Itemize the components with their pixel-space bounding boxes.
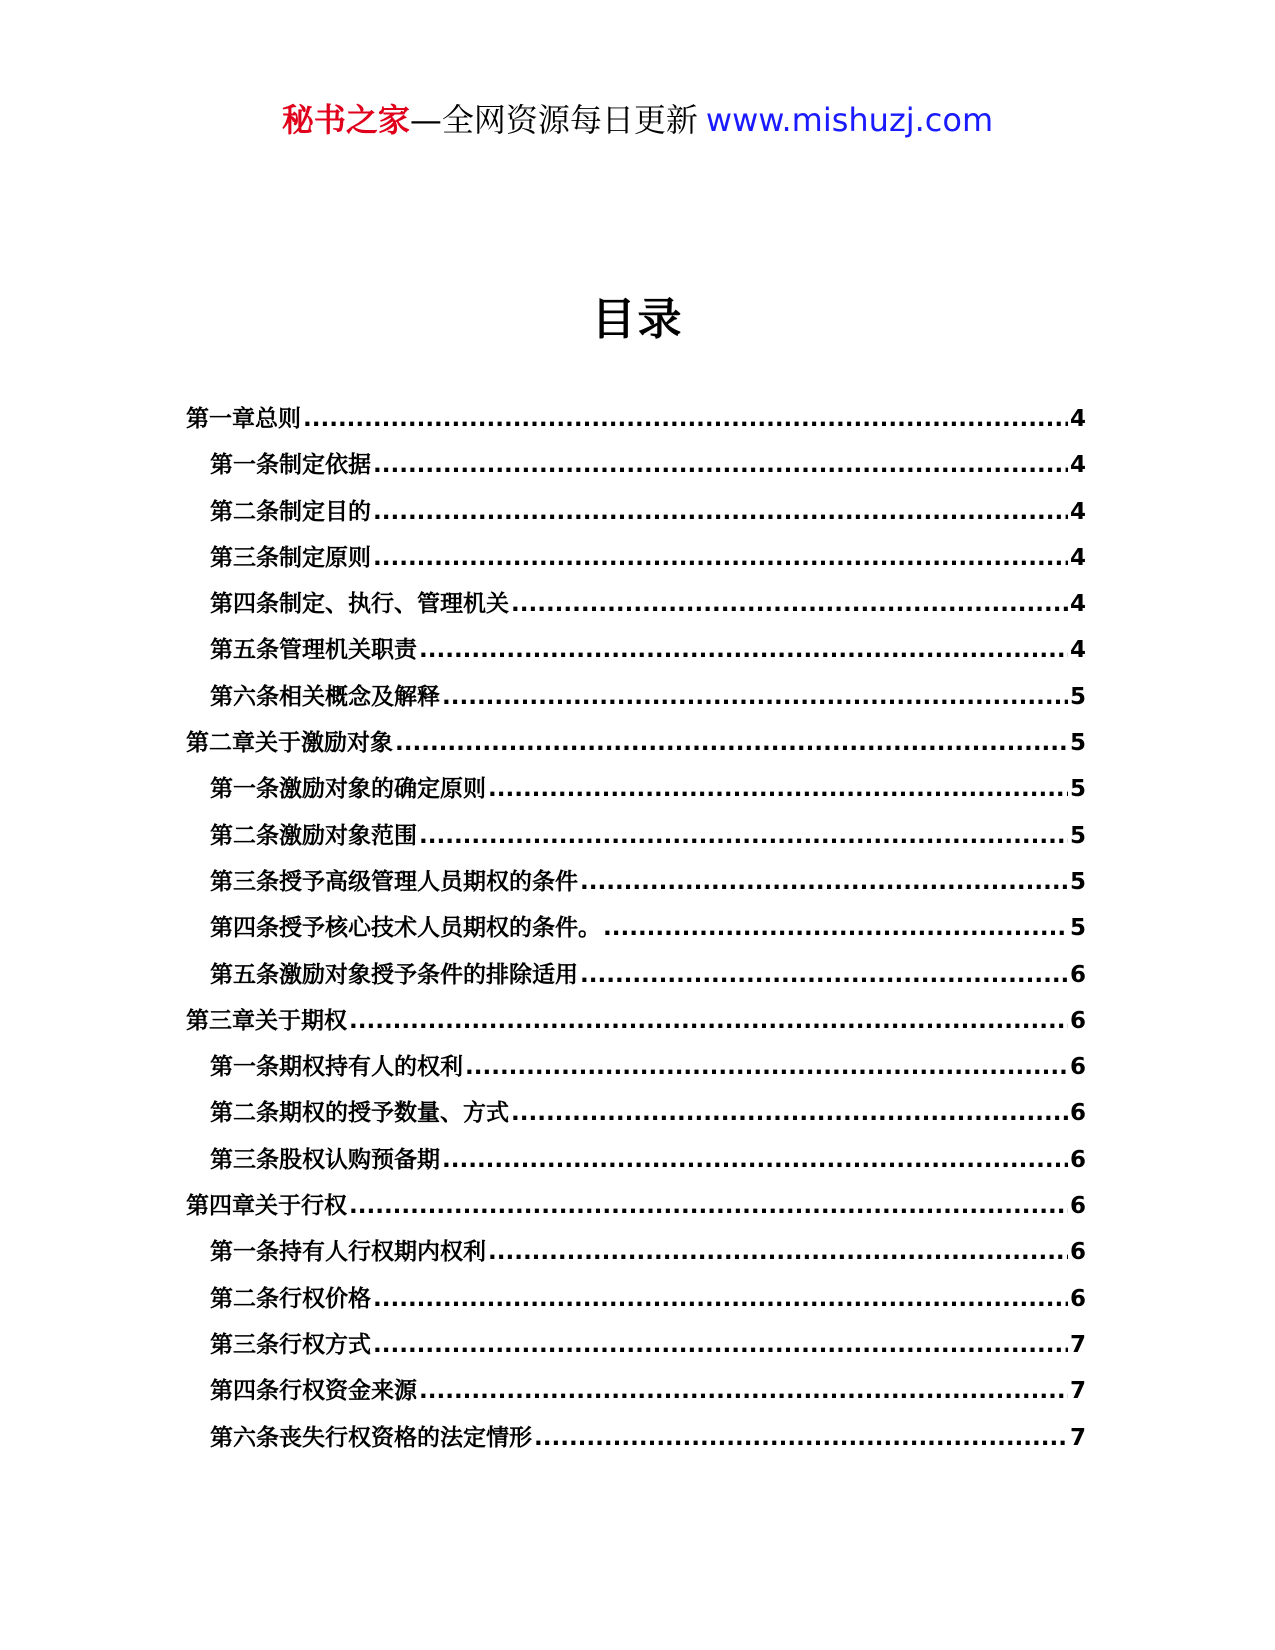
toc-dot-leader: [580, 962, 1068, 988]
header-dash: —: [409, 101, 442, 139]
toc-entry-page-number: 4: [1069, 452, 1086, 479]
toc-article-entry[interactable]: [186, 1233, 1086, 1279]
toc-entry-label: 第二条期权的授予数量、方式: [210, 1100, 509, 1127]
toc-article-entry[interactable]: [186, 1372, 1086, 1418]
toc-entry-label: 第二章关于激励对象: [186, 730, 393, 757]
toc-entry-page-number: 6: [1069, 1239, 1086, 1266]
toc-entry-page-number: 6: [1069, 1007, 1086, 1034]
toc-article-entry[interactable]: [186, 770, 1086, 816]
toc-entry-label: 第一条激励对象的确定原则: [210, 776, 486, 803]
toc-entry-label: 第三条授予高级管理人员期权的条件: [210, 868, 578, 895]
toc-chapter-entry[interactable]: [186, 1187, 1086, 1233]
site-brand: 秘书之家: [281, 101, 410, 139]
toc-entry-page-number: 7: [1069, 1424, 1086, 1451]
toc-entry-label: 第二条激励对象范围: [210, 822, 417, 849]
toc-dot-leader: [580, 869, 1068, 895]
toc-article-entry[interactable]: [186, 1048, 1086, 1094]
toc-entry-label: 第四条制定、执行、管理机关: [210, 591, 509, 618]
toc-entry-page-number: 6: [1069, 961, 1086, 988]
toc-dot-leader: [511, 591, 1068, 617]
toc-entry-label: 第二条制定目的: [210, 498, 371, 525]
toc-entry-label: 第一条制定依据: [210, 452, 371, 479]
toc-article-entry[interactable]: [186, 446, 1086, 492]
toc-entry-label: 第三条制定原则: [210, 544, 371, 571]
toc-entry-label: 第二条行权价格: [210, 1285, 371, 1312]
toc-entry-label: 第六条丧失行权资格的法定情形: [210, 1424, 532, 1451]
toc-article-entry[interactable]: [186, 1280, 1086, 1326]
toc-entry-page-number: 4: [1069, 544, 1086, 571]
toc-dot-leader: [488, 1239, 1068, 1265]
toc-entry-page-number: 5: [1069, 868, 1086, 895]
toc-entry-page-number: 7: [1069, 1378, 1086, 1405]
toc-entry-page-number: 6: [1069, 1146, 1086, 1173]
toc-dot-leader: [373, 545, 1068, 571]
toc-chapter-entry[interactable]: [186, 724, 1086, 770]
toc-dot-leader: [419, 1378, 1068, 1404]
toc-entry-page-number: 4: [1069, 637, 1086, 664]
toc-entry-label: 第四章关于行权: [186, 1193, 347, 1220]
toc-entry-label: 第四条行权资金来源: [210, 1378, 417, 1405]
toc-dot-leader: [488, 776, 1068, 802]
toc-article-entry[interactable]: [186, 817, 1086, 863]
toc-entry-label: 第四条授予核心技术人员期权的条件。: [210, 915, 601, 942]
site-header: [0, 96, 1275, 144]
toc-entry-page-number: 4: [1069, 591, 1086, 618]
toc-chapter-entry[interactable]: [186, 1002, 1086, 1048]
toc-article-entry[interactable]: [186, 585, 1086, 631]
toc-dot-leader: [442, 1147, 1068, 1173]
toc-entry-page-number: 5: [1069, 822, 1086, 849]
toc-entry-label: 第五条激励对象授予条件的排除适用: [210, 961, 578, 988]
toc-entry-label: 第三条行权方式: [210, 1331, 371, 1358]
toc-entry-page-number: 5: [1069, 776, 1086, 803]
toc-dot-leader: [603, 915, 1068, 941]
toc-entry-page-number: 5: [1069, 730, 1086, 757]
toc-article-entry[interactable]: [186, 678, 1086, 724]
toc-entry-label: 第五条管理机关职责: [210, 637, 417, 664]
toc-entry-page-number: 5: [1069, 915, 1086, 942]
toc-entry-page-number: 7: [1069, 1331, 1086, 1358]
toc-entry-page-number: 6: [1069, 1054, 1086, 1081]
toc-entry-label: 第一条持有人行权期内权利: [210, 1239, 486, 1266]
toc-dot-leader: [303, 406, 1068, 432]
toc-dot-leader: [534, 1425, 1068, 1451]
site-url-link[interactable]: www.mishuzj.com: [705, 101, 994, 139]
toc-entry-label: 第三章关于期权: [186, 1007, 347, 1034]
toc-dot-leader: [373, 1332, 1068, 1358]
toc-entry-label: 第一条期权持有人的权利: [210, 1054, 463, 1081]
toc-dot-leader: [373, 452, 1068, 478]
toc-title: 目录: [591, 294, 684, 345]
toc-dot-leader: [373, 499, 1068, 525]
toc-article-entry[interactable]: [186, 1094, 1086, 1140]
toc-dot-leader: [511, 1100, 1068, 1126]
toc-article-entry[interactable]: [186, 956, 1086, 1002]
toc-article-entry[interactable]: [186, 631, 1086, 677]
toc-article-entry[interactable]: [186, 539, 1086, 585]
toc-dot-leader: [349, 1193, 1068, 1219]
toc-entry-label: 第三条股权认购预备期: [210, 1146, 440, 1173]
site-tagline: 全网资源每日更新: [441, 101, 698, 139]
toc-entry-page-number: 4: [1069, 406, 1086, 432]
toc-list: [186, 400, 1086, 1465]
toc-article-entry[interactable]: [186, 493, 1086, 539]
toc-dot-leader: [442, 684, 1068, 710]
toc-dot-leader: [395, 730, 1068, 756]
toc-entry-page-number: 6: [1069, 1285, 1086, 1312]
toc-entry-page-number: 4: [1069, 498, 1086, 525]
toc-article-entry[interactable]: [186, 1141, 1086, 1187]
toc-dot-leader: [349, 1008, 1068, 1034]
toc-entry-label: 第一章总则: [186, 406, 301, 432]
toc-article-entry[interactable]: [186, 909, 1086, 955]
toc-chapter-entry[interactable]: [186, 400, 1086, 446]
toc-entry-page-number: 6: [1069, 1193, 1086, 1220]
toc-entry-label: 第六条相关概念及解释: [210, 683, 440, 710]
toc-dot-leader: [419, 823, 1068, 849]
toc-dot-leader: [373, 1286, 1068, 1312]
toc-article-entry[interactable]: [186, 1419, 1086, 1465]
toc-entry-page-number: 5: [1069, 683, 1086, 710]
toc-dot-leader: [465, 1054, 1068, 1080]
toc-article-entry[interactable]: [186, 863, 1086, 909]
toc-article-entry[interactable]: [186, 1326, 1086, 1372]
toc-dot-leader: [419, 637, 1068, 663]
toc-entry-page-number: 6: [1069, 1100, 1086, 1127]
